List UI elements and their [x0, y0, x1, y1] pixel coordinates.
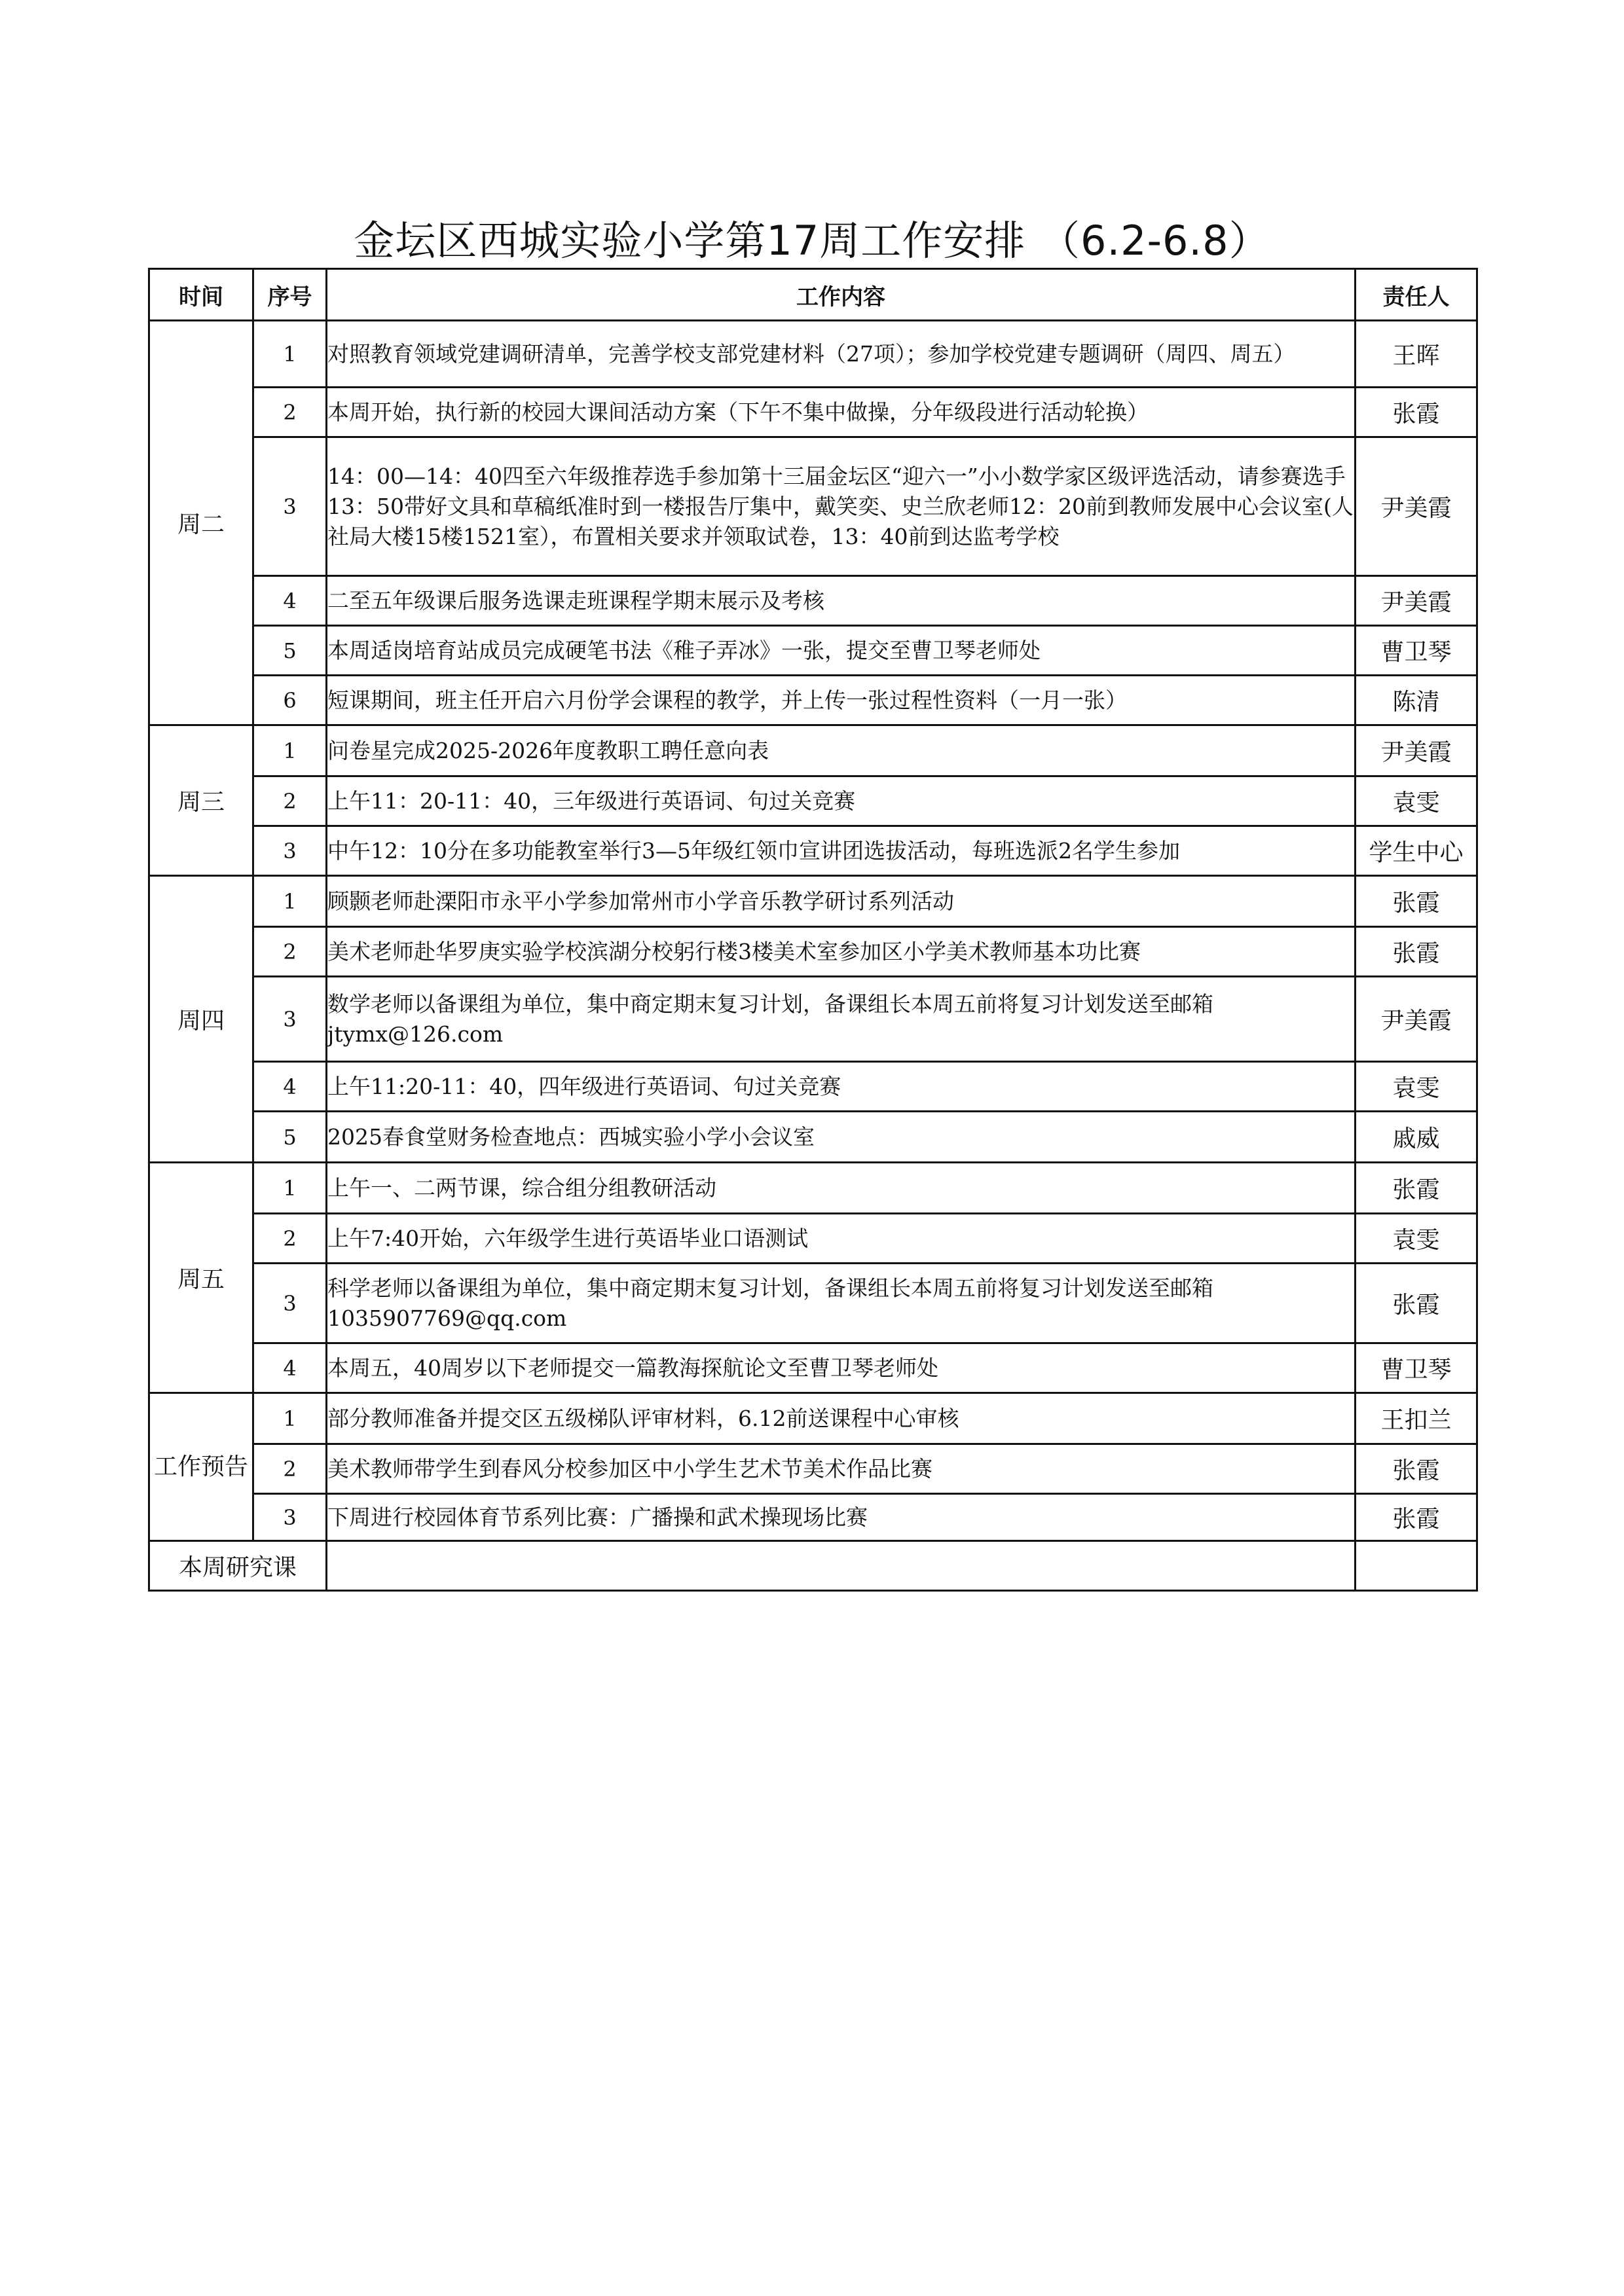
table-row [149, 1264, 1477, 1343]
task-content: 对照教育领域党建调研清单，完善学校支部党建材料（27项）；参加学校党建专题调研（周四、周五） [327, 321, 1356, 388]
task-content: 美术教师带学生到春风分校参加区中小学生艺术节美术作品比赛 [327, 1444, 1356, 1494]
task-content: 部分教师准备并提交区五级梯队评审材料，6.12前送课程中心审核 [327, 1393, 1356, 1444]
task-content: 上午11:20-11：40，四年级进行英语词、句过关竞赛 [327, 1062, 1356, 1112]
header-owner: 责任人 [1356, 269, 1477, 321]
table-row [149, 576, 1477, 626]
table-row [149, 1494, 1477, 1541]
row-number: 1 [253, 1393, 327, 1444]
table-row [149, 437, 1477, 576]
row-number: 4 [253, 576, 327, 626]
row-number: 3 [253, 826, 327, 876]
task-owner: 戚威 [1356, 1112, 1477, 1163]
research-row [149, 1541, 1477, 1591]
row-number: 3 [253, 1494, 327, 1541]
task-owner: 曹卫琴 [1356, 1343, 1477, 1393]
row-number: 1 [253, 876, 327, 927]
page-title: 金坛区西城实验小学第17周工作安排 （6.2-6.8） [354, 217, 1270, 264]
task-owner: 袁雯 [1356, 1062, 1477, 1112]
row-number: 1 [253, 321, 327, 388]
row-number: 2 [253, 388, 327, 437]
row-number: 2 [253, 776, 327, 826]
task-content: 二至五年级课后服务选课走班课程学期末展示及考核 [327, 576, 1356, 626]
row-number: 2 [253, 1214, 327, 1264]
table-row [149, 388, 1477, 437]
row-number: 6 [253, 676, 327, 725]
task-content: 上午7:40开始，六年级学生进行英语毕业口语测试 [327, 1214, 1356, 1264]
task-content: 本周五，40周岁以下老师提交一篇教海探航论文至曹卫琴老师处 [327, 1343, 1356, 1393]
row-number: 5 [253, 1112, 327, 1163]
task-owner: 王晖 [1356, 321, 1477, 388]
header-time: 时间 [149, 269, 253, 321]
task-content: 14：00—14：40四至六年级推荐选手参加第十三届金坛区“迎六一”小小数学家区级评选活动，请参赛选手13：50带好文具和草稿纸准时到一楼报告厅集中，戴笑奕、史兰欣老师12：20前到教师发展中心会议室(人社局大楼15楼1521室），布置相关要求并领取试卷，13：40前到达监考学校 [327, 437, 1356, 576]
task-owner: 袁雯 [1356, 1214, 1477, 1264]
row-number: 1 [253, 725, 327, 776]
day-cell-forecast: 工作预告 [149, 1393, 253, 1541]
schedule-table [148, 268, 1478, 1592]
row-number: 5 [253, 626, 327, 676]
table-row [149, 876, 1477, 927]
table-row [149, 676, 1477, 725]
day-cell-tuesday: 周二 [149, 321, 253, 725]
task-owner: 张霞 [1356, 1163, 1477, 1214]
row-number: 2 [253, 1444, 327, 1494]
table-row [149, 826, 1477, 876]
task-content: 中午12：10分在多功能教室举行3—5年级红领巾宣讲团选拔活动，每班选派2名学生参加 [327, 826, 1356, 876]
task-content: 本周开始，执行新的校园大课间活动方案（下午不集中做操，分年级段进行活动轮换） [327, 388, 1356, 437]
day-cell-friday: 周五 [149, 1163, 253, 1393]
task-owner: 张霞 [1356, 876, 1477, 927]
row-number: 3 [253, 1264, 327, 1343]
table-row [149, 1163, 1477, 1214]
task-content: 问卷星完成2025-2026年度教职工聘任意向表 [327, 725, 1356, 776]
task-owner: 陈清 [1356, 676, 1477, 725]
row-number: 3 [253, 437, 327, 576]
table-row [149, 977, 1477, 1062]
task-owner: 张霞 [1356, 927, 1477, 977]
table-row [149, 626, 1477, 676]
task-owner: 袁雯 [1356, 776, 1477, 826]
row-number: 4 [253, 1343, 327, 1393]
table-row [149, 1112, 1477, 1163]
task-content: 顾颢老师赴溧阳市永平小学参加常州市小学音乐教学研讨系列活动 [327, 876, 1356, 927]
row-number: 2 [253, 927, 327, 977]
row-number: 3 [253, 977, 327, 1062]
row-number: 4 [253, 1062, 327, 1112]
table-row [149, 1214, 1477, 1264]
task-content: 2025春食堂财务检查地点：西城实验小学小会议室 [327, 1112, 1356, 1163]
task-content: 本周适岗培育站成员完成硬笔书法《稚子弄冰》一张，提交至曹卫琴老师处 [327, 626, 1356, 676]
task-owner: 尹美霞 [1356, 725, 1477, 776]
task-owner: 尹美霞 [1356, 576, 1477, 626]
task-owner: 尹美霞 [1356, 977, 1477, 1062]
table-row [149, 1444, 1477, 1494]
task-owner: 曹卫琴 [1356, 626, 1477, 676]
header-index: 序号 [253, 269, 327, 321]
table-row [149, 1343, 1477, 1393]
task-owner: 张霞 [1356, 1494, 1477, 1541]
task-owner: 张霞 [1356, 388, 1477, 437]
research-content [327, 1541, 1356, 1591]
task-content: 短课期间，班主任开启六月份学会课程的教学，并上传一张过程性资料（一月一张） [327, 676, 1356, 725]
table-row [149, 927, 1477, 977]
day-cell-wednesday: 周三 [149, 725, 253, 876]
table-header-row [149, 269, 1477, 321]
research-owner [1356, 1541, 1477, 1591]
day-cell-thursday: 周四 [149, 876, 253, 1163]
table-row [149, 1062, 1477, 1112]
task-owner: 尹美霞 [1356, 437, 1477, 576]
table-row [149, 725, 1477, 776]
row-number: 1 [253, 1163, 327, 1214]
table-row [149, 1393, 1477, 1444]
task-content: 数学老师以备课组为单位，集中商定期末复习计划，备课组长本周五前将复习计划发送至邮箱jtymx@126.com [327, 977, 1356, 1062]
table-row [149, 776, 1477, 826]
task-owner: 王扣兰 [1356, 1393, 1477, 1444]
research-label: 本周研究课 [149, 1541, 327, 1591]
task-content: 科学老师以备课组为单位，集中商定期末复习计划，备课组长本周五前将复习计划发送至邮箱1035907769@qq.com [327, 1264, 1356, 1343]
task-content: 上午11：20-11：40，三年级进行英语词、句过关竞赛 [327, 776, 1356, 826]
header-content: 工作内容 [327, 269, 1356, 321]
task-content: 下周进行校园体育节系列比赛：广播操和武术操现场比赛 [327, 1494, 1356, 1541]
task-owner: 学生中心 [1356, 826, 1477, 876]
task-content: 上午一、二两节课，综合组分组教研活动 [327, 1163, 1356, 1214]
task-content: 美术老师赴华罗庚实验学校滨湖分校躬行楼3楼美术室参加区小学美术教师基本功比赛 [327, 927, 1356, 977]
task-owner: 张霞 [1356, 1444, 1477, 1494]
table-row [149, 321, 1477, 388]
task-owner: 张霞 [1356, 1264, 1477, 1343]
